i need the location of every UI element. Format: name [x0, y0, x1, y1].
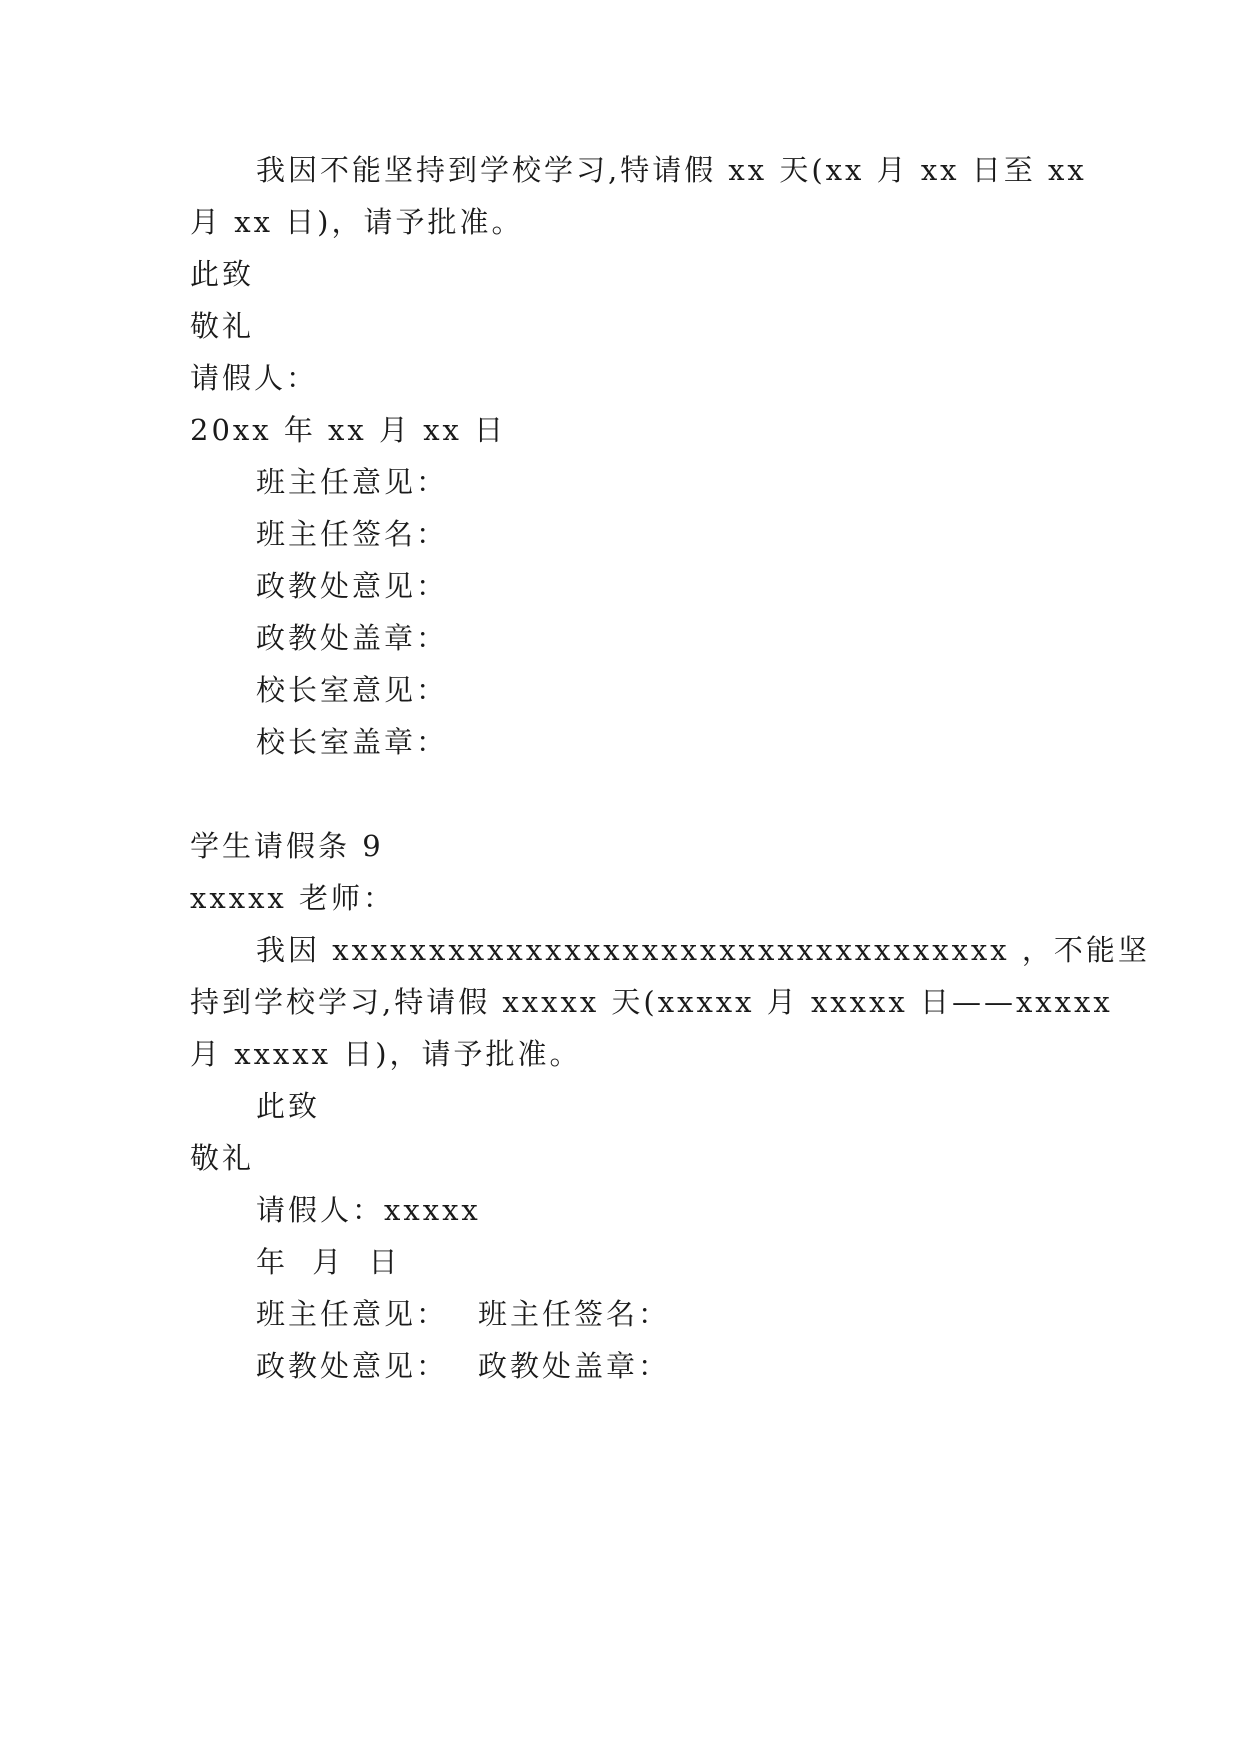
letter1-approval-homeroom-signature: 班主任签名：	[256, 517, 449, 551]
letter2-approval-row-office	[256, 1346, 1060, 1386]
letter2-office-opinion: 政教处意见：	[256, 1349, 449, 1383]
letter2-applicant: 请假人：xxxxx	[256, 1193, 481, 1227]
letter2-approval-row-homeroom	[256, 1294, 1060, 1334]
letter2-salutation: xxxxx 老师：	[190, 881, 395, 915]
letter1-approval-principal-opinion: 校长室意见：	[256, 673, 449, 707]
letter1-closing-line2: 敬礼	[190, 309, 255, 343]
letter2-title: 学生请假条 9	[190, 829, 384, 863]
letter2-body-line1: 我因 xxxxxxxxxxxxxxxxxxxxxxxxxxxxxxxxxxx ，不能坚	[256, 933, 1150, 967]
letter2-date-day: 日	[368, 1245, 401, 1279]
letter2-date-month: 月	[312, 1245, 345, 1279]
letter1-applicant: 请假人：	[190, 361, 319, 395]
letter2-date-year: 年	[256, 1245, 289, 1279]
letter2-date	[256, 1242, 1060, 1282]
letter2-homeroom-opinion: 班主任意见：	[256, 1297, 449, 1331]
letter2-body-line2: 持到学校学习,特请假 xxxxx 天(xxxxx 月 xxxxx 日——xxxxx	[190, 985, 1113, 1019]
letter1-approval-office-opinion: 政教处意见：	[256, 569, 449, 603]
letter2-body-line3: 月 xxxxx 日)，请予批准。	[190, 1037, 582, 1071]
letter1-approval-homeroom-opinion: 班主任意见：	[256, 465, 449, 499]
letter2-homeroom-signature: 班主任签名：	[478, 1297, 671, 1331]
letter1-body-line2: 月 xx 日)，请予批准。	[190, 205, 524, 239]
letter1-approval-principal-stamp: 校长室盖章：	[256, 725, 449, 759]
letter2-office-stamp: 政教处盖章：	[478, 1349, 671, 1383]
letter2-closing-line2: 敬礼	[190, 1141, 255, 1175]
letter1-body-line1: 我因不能坚持到学校学习,特请假 xx 天(xx 月 xx 日至 xx	[256, 153, 1087, 187]
letter1-date: 20xx 年 xx 月 xx 日	[190, 413, 507, 447]
letter1-closing-line1: 此致	[190, 257, 255, 291]
letter1-approval-office-stamp: 政教处盖章：	[256, 621, 449, 655]
letter2-closing-line1: 此致	[256, 1089, 321, 1123]
